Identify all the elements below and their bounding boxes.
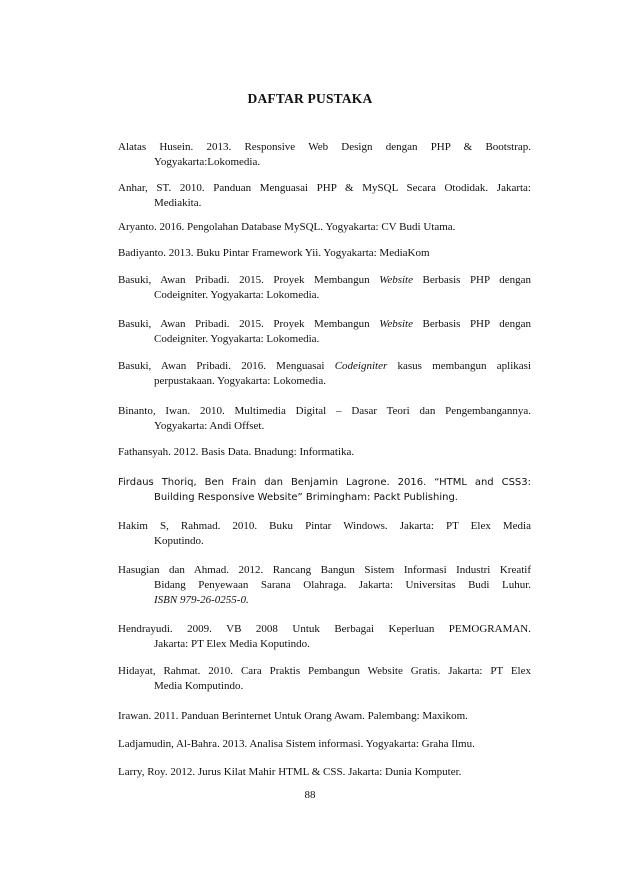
reference-line: Fathansyah. 2012. Basis Data. Bnadung: Informatika. xyxy=(118,446,355,458)
reference-line: Hakim S, Rahmad. 2010. Buku Pintar Windows. Jakarta: PT Elex Media xyxy=(118,520,531,532)
reference-entry xyxy=(118,709,531,724)
reference-line: Basuki, Awan Pribadi. 2016. Menguasai Codeigniter kasus membangun aplikasi xyxy=(118,360,531,372)
reference-entry xyxy=(118,317,531,347)
reference-entry xyxy=(118,181,531,211)
italic-term: Website xyxy=(379,318,413,330)
italic-term: Codeigniter xyxy=(334,360,388,372)
reference-line: Hasugian dan Ahmad. 2012. Rancang Bangun Sistem Informasi Industri Kreatif xyxy=(118,564,531,576)
reference-line: Media Komputindo. xyxy=(154,680,244,692)
reference-line: Irawan. 2011. Panduan Berinternet Untuk Orang Awam. Palembang: Maxikom. xyxy=(118,710,468,722)
reference-line xyxy=(118,593,531,608)
reference-entry xyxy=(118,246,531,261)
reference-line: Alatas Husein. 2013. Responsive Web Design dengan PHP & Bootstrap. xyxy=(118,141,531,153)
reference-line: Anhar, ST. 2010. Panduan Menguasai PHP & MySQL Secara Otodidak. Jakarta: xyxy=(118,182,531,194)
reference-entry xyxy=(118,404,531,434)
reference-entry xyxy=(118,737,531,752)
reference-line: Larry, Roy. 2012. Jurus Kilat Mahir HTML & CSS. Jakarta: Dunia Komputer. xyxy=(118,766,462,778)
reference-line: Yogyakarta:Lokomedia. xyxy=(154,156,261,168)
reference-line: Hidayat, Rahmat. 2010. Cara Praktis Pembangun Website Gratis. Jakarta: PT Elex xyxy=(118,665,531,677)
reference-entry xyxy=(118,519,531,549)
reference-entry xyxy=(118,664,531,694)
reference-line: Yogyakarta: Andi Offset. xyxy=(154,420,265,432)
page-number: 88 xyxy=(304,789,316,801)
reference-line: Binanto, Iwan. 2010. Multimedia Digital – Dasar Teori dan Pengembangannya. xyxy=(118,405,531,417)
reference-entry xyxy=(118,622,531,652)
reference-entry xyxy=(118,220,531,235)
reference-entry xyxy=(118,765,531,780)
reference-entry xyxy=(118,445,531,460)
reference-line: Jakarta: PT Elex Media Koputindo. xyxy=(154,638,310,650)
reference-line: Basuki, Awan Pribadi. 2015. Proyek Membangun Website Berbasis PHP dengan xyxy=(118,318,532,330)
reference-entry xyxy=(118,140,531,170)
reference-line: Hendrayudi. 2009. VB 2008 Untuk Berbagai Keperluan PEMOGRAMAN. xyxy=(118,623,531,635)
reference-line: Bidang Penyewaan Sarana Olahraga. Jakarta: Universitas Budi Luhur. xyxy=(154,579,531,591)
reference-line: Mediakita. xyxy=(154,197,202,209)
reference-line: Building Responsive Website” Brimingham: Packt Publishing. xyxy=(154,492,458,503)
reference-line: Codeigniter. Yogyakarta: Lokomedia. xyxy=(154,333,320,345)
reference-line: Aryanto. 2016. Pengolahan Database MySQL. Yogyakarta: CV Budi Utama. xyxy=(118,221,456,233)
reference-entry xyxy=(118,359,531,389)
reference-line: Firdaus Thoriq, Ben Frain dan Benjamin Lagrone. 2016. “HTML and CSS3: xyxy=(118,477,531,488)
reference-entry xyxy=(118,273,531,303)
isbn-text: ISBN 979-26-0255-0. xyxy=(154,594,249,606)
page-title: DAFTAR PUSTAKA xyxy=(247,91,373,106)
reference-line: Badiyanto. 2013. Buku Pintar Framework Yii. Yogyakarta: MediaKom xyxy=(118,247,430,259)
reference-line: Koputindo. xyxy=(154,535,204,547)
reference-entry xyxy=(118,563,531,608)
italic-term: Website xyxy=(379,274,413,286)
reference-line: Basuki, Awan Pribadi. 2015. Proyek Membangun Website Berbasis PHP dengan xyxy=(118,274,532,286)
reference-line: Ladjamudin, Al-Bahra. 2013. Analisa Sistem informasi. Yogyakarta: Graha Ilmu. xyxy=(118,738,475,750)
reference-line: perpustakaan. Yogyakarta: Lokomedia. xyxy=(154,375,326,387)
reference-entry xyxy=(118,475,531,505)
reference-line: Codeigniter. Yogyakarta: Lokomedia. xyxy=(154,289,320,301)
